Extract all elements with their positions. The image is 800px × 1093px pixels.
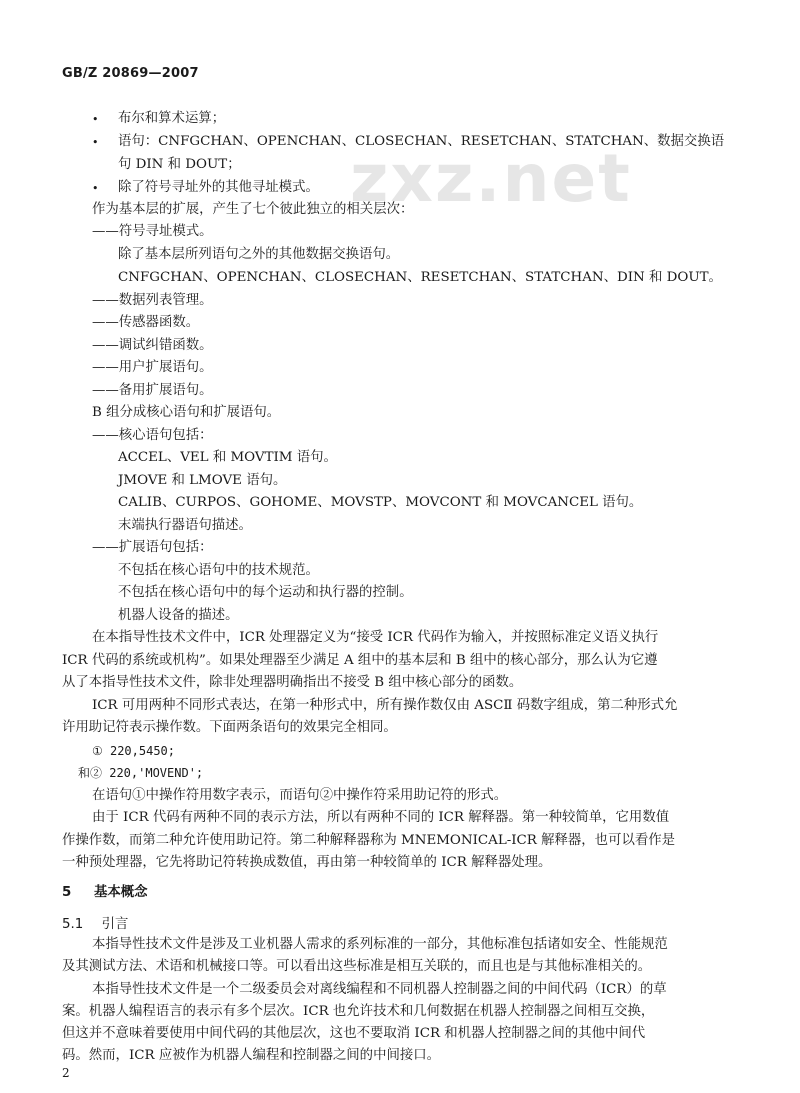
paragraph-line: 在本指导性技术文件中，ICR 处理器定义为“接受 ICR 代码作为输入，并按照标准定义语义执行 [92,630,659,645]
paragraph-line: 案。机器人编程语言的表示有多个层次。ICR 也允许技术和几何数据在机器人控制器之间相互交换， [62,1004,655,1019]
bullet-item-text: 布尔和算术运算； [118,111,226,126]
paragraph-line: JMOVE 和 LMOVE 语句。 [118,473,287,488]
paragraph-line: 一种预处理器，它先将助记符转换成数值，再由第一种较简单的 ICR 解释器处理。 [62,855,552,870]
list-item: ——核心语句包括： [92,428,213,443]
bullet-icon: • [92,136,99,149]
paragraph-line: ICR 代码的系统或机构”。如果处理器至少满足 A 组中的基本层和 B 组中的核心部分，那么认为它遵 [62,653,658,668]
bullet-icon: • [92,182,99,195]
bullet-item-text: 句 DIN 和 DOUT； [118,157,241,172]
paragraph-line: 不包括在核心语句中的技术规范。 [118,563,319,578]
bullet-icon: • [92,113,99,126]
paragraph-line: CALIB、CURPOS、GOHOME、MOVSTP、MOVCONT 和 MOVCANCEL 语句。 [118,495,643,510]
paragraph-line: 末端执行器语句描述。 [118,518,252,533]
paragraph-line: B 组分成核心语句和扩展语句。 [92,405,281,420]
paragraph-line: CNFGCHAN、OPENCHAN、CLOSECHAN、RESETCHAN、STATCHAN、DIN 和 DOUT。 [118,270,722,285]
list-item: ——数据列表管理。 [92,293,213,308]
list-item: ——符号寻址模式。 [92,224,213,239]
bullet-item-text: 除了符号寻址外的其他寻址模式。 [118,180,319,195]
paragraph-line: 不包括在核心语句中的每个运动和执行器的控制。 [118,585,413,600]
subsection-number: 5.1 [62,917,84,932]
code-line: ① 220,5450; [92,744,176,758]
list-item: ——传感器函数。 [92,315,200,330]
paragraph-line: 及其测试方法、术语和机械接口等。可以看出这些标准是相互关联的，而且也是与其他标准相关的。 [62,959,652,974]
section-heading [62,881,148,900]
list-item: ——调试纠错函数。 [92,338,213,353]
code-line: 和② 220,'MOVEND'; [78,766,204,780]
paragraph-line: 但这并不意味着要使用中间代码的其他层次，这也不要取消 ICR 和机器人控制器之间的其他中间代 [62,1026,646,1041]
paragraph-line: 许用助记符表示操作数。下面两条语句的效果完全相同。 [62,720,397,735]
paragraph-line: 从了本指导性技术文件，除非处理器明确指出不接受 B 组中核心部分的函数。 [62,675,523,690]
paragraph-line: 由于 ICR 代码有两种不同的表示方法，所以有两种不同的 ICR 解释器。第一种较简单，它用数值 [92,810,670,825]
list-item: ——扩展语句包括： [92,540,213,555]
paragraph-line: 机器人设备的描述。 [118,608,239,623]
section-number: 5 [62,885,72,900]
list-item: ——备用扩展语句。 [92,383,213,398]
paragraph-line: 本指导性技术文件是涉及工业机器人需求的系列标准的一部分，其他标准包括诸如安全、性能规范 [92,937,668,952]
paragraph-line: 作操作数，而第二种允许使用助记符。第二种解释器称为 MNEMONICAL-ICR 解释器，也可以看作是 [62,833,676,848]
paragraph-line: 除了基本层所列语句之外的其他数据交换语句。 [118,247,400,262]
paragraph-line: 码。然而，ICR 应被作为机器人编程和控制器之间的中间接口。 [62,1048,441,1063]
paragraph-line: ICR 可用两种不同形式表达，在第一种形式中，所有操作数仅由 ASCⅡ 码数字组成，第二种形式允 [92,698,678,713]
subsection-title: 引言 [101,917,129,932]
page-number: 2 [62,1066,70,1080]
document-code-header: GB/Z 20869—2007 [62,66,199,81]
paragraph-line: ACCEL、VEL 和 MOVTIM 语句。 [118,450,337,465]
paragraph-line: 作为基本层的扩展，产生了七个彼此独立的相关层次： [92,202,414,217]
section-title: 基本概念 [94,885,148,900]
paragraph-line: 在语句①中操作符用数字表示，而语句②中操作符采用助记符的形式。 [92,788,508,803]
watermark: zxz.net [350,140,632,217]
paragraph-line: 本指导性技术文件是一个二级委员会对离线编程和不同机器人控制器之间的中间代码（ICR）的草 [92,982,667,997]
bullet-item-text: 语句：CNFGCHAN、OPENCHAN、CLOSECHAN、RESETCHAN、STATCHAN、数据交换语 [118,134,725,149]
subsection-heading [62,913,128,932]
list-item: ——用户扩展语句。 [92,360,213,375]
